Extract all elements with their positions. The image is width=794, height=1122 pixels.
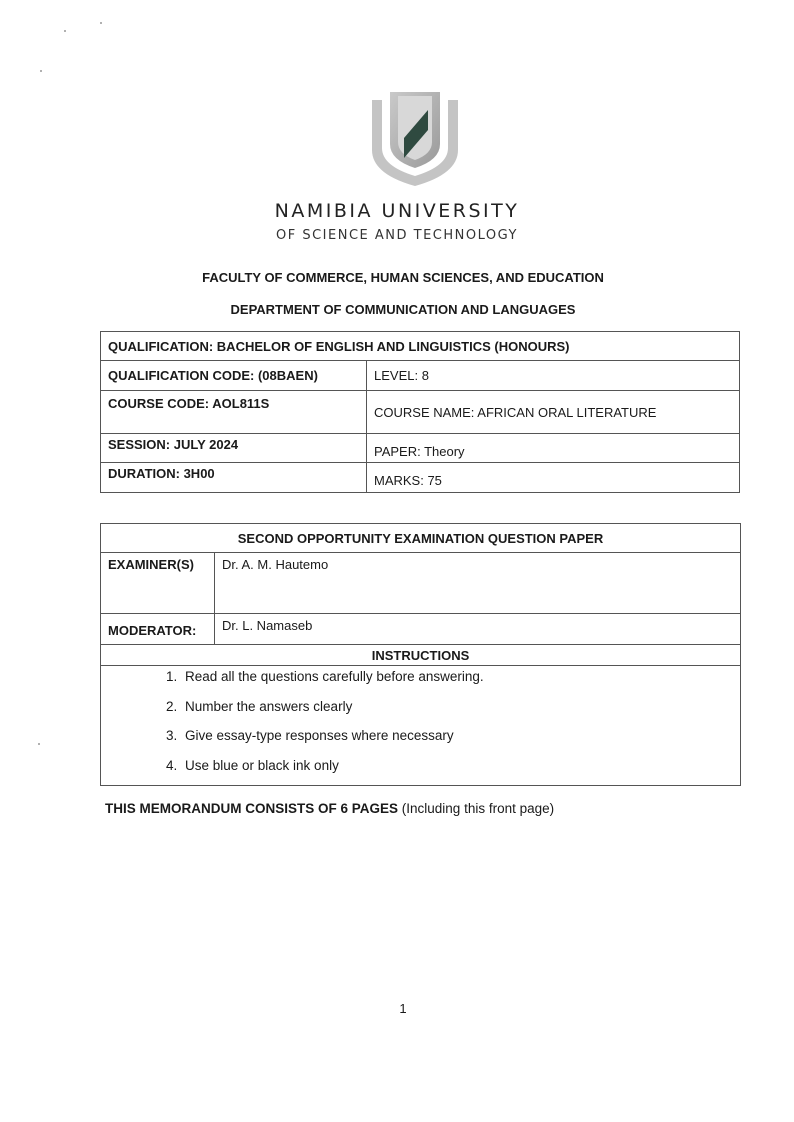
instructions-heading: INSTRUCTIONS (101, 645, 741, 666)
instruction-item: 2. Number the answers clearly (181, 697, 740, 727)
instruction-item: 3. Give essay-type responses where necessary (181, 726, 740, 756)
page-count-note (105, 801, 554, 816)
department-heading: DEPARTMENT OF COMMUNICATION AND LANGUAGES (230, 302, 576, 317)
examiner-label: EXAMINER(S) (101, 553, 215, 614)
moderator-value: Dr. L. Namaseb (215, 614, 741, 645)
faculty-heading: FACULTY OF COMMERCE, HUMAN SCIENCES, AND EDUCATION (202, 270, 604, 285)
scan-speck (38, 743, 40, 745)
level-cell: LEVEL: 8 (367, 361, 740, 391)
instructions-list (101, 667, 740, 785)
qualification-code-cell: QUALIFICATION CODE: (08BAEN) (101, 361, 367, 391)
qualification-cell: QUALIFICATION: BACHELOR OF ENGLISH AND LINGUISTICS (HONOURS) (101, 332, 740, 361)
course-name-cell: COURSE NAME: AFRICAN ORAL LITERATURE (367, 391, 740, 434)
duration-cell: DURATION: 3H00 (101, 463, 367, 493)
course-details-table (100, 331, 740, 493)
instructions-cell (101, 666, 741, 786)
marks-cell: MARKS: 75 (367, 463, 740, 493)
scan-speck (64, 30, 66, 32)
university-logo (368, 86, 462, 188)
instruction-item: 1. Read all the questions carefully before answering. (181, 667, 740, 697)
examiner-value: Dr. A. M. Hautemo (215, 553, 741, 614)
scan-speck (100, 22, 102, 24)
session-cell: SESSION: JULY 2024 (101, 434, 367, 463)
paper-cell: PAPER: Theory (367, 434, 740, 463)
instruction-item: 4. Use blue or black ink only (181, 756, 740, 786)
scan-speck (40, 70, 42, 72)
exam-info-table (100, 523, 741, 786)
exam-title: SECOND OPPORTUNITY EXAMINATION QUESTION PAPER (101, 524, 741, 553)
page-count-normal: (Including this front page) (398, 801, 555, 816)
page-number: 1 (399, 1001, 407, 1016)
page-count-bold: THIS MEMORANDUM CONSISTS OF 6 PAGES (105, 801, 399, 816)
moderator-label: MODERATOR: (101, 614, 215, 645)
university-name: NAMIBIA UNIVERSITY (274, 200, 520, 222)
university-subtitle: OF SCIENCE AND TECHNOLOGY (276, 228, 518, 243)
course-code-cell: COURSE CODE: AOL811S (101, 391, 367, 434)
